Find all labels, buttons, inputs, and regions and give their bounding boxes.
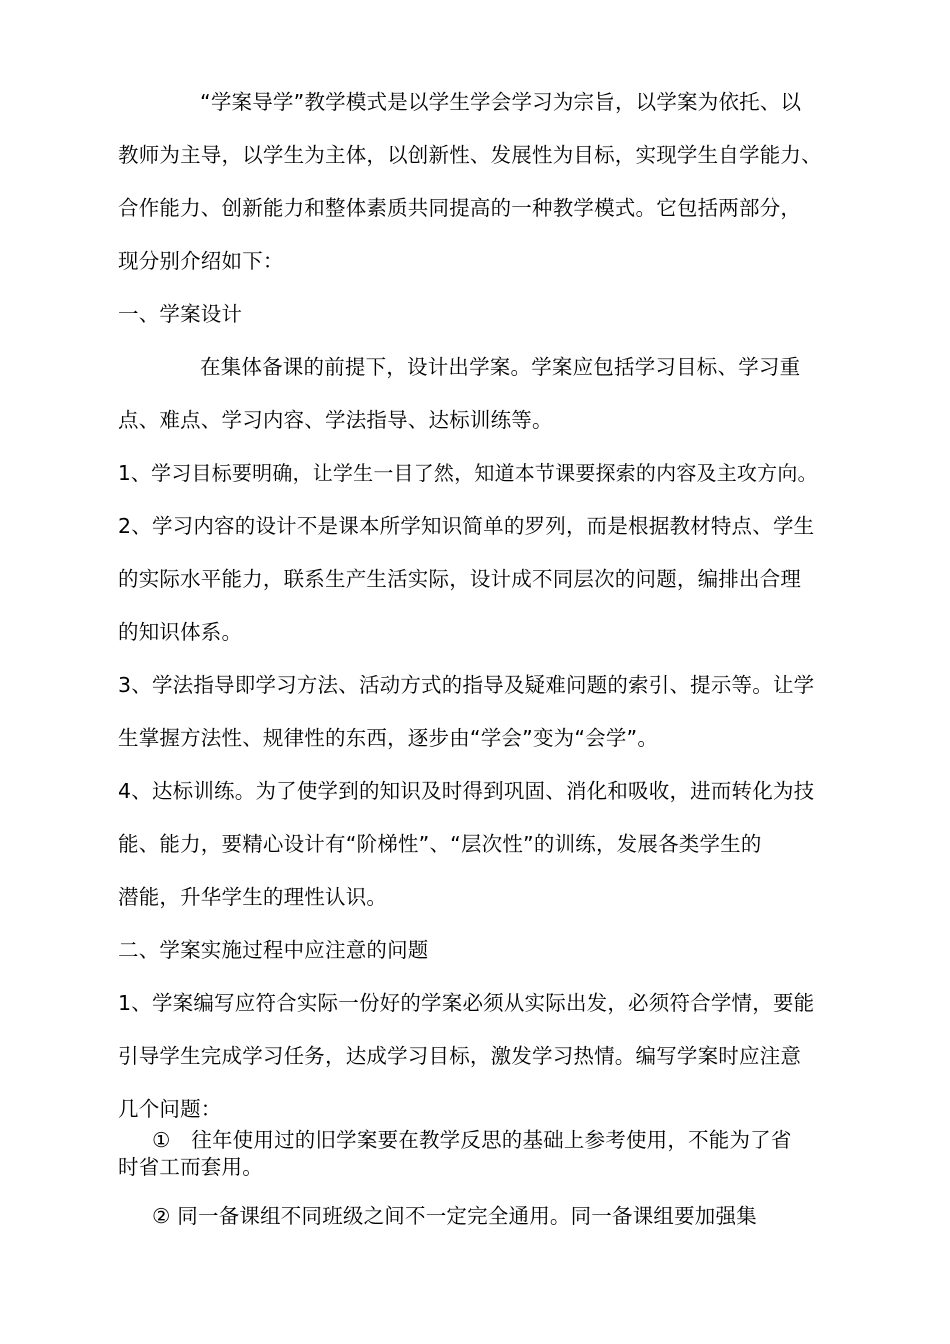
item4-line-2: 能、能力，要精心设计有“阶梯性”、“层次性”的训练，发展各类学生的 [118, 832, 762, 856]
item3-line-1: 3、学法指导即学习方法、活动方式的指导及疑难问题的索引、提示等。让学 [118, 673, 815, 697]
section-heading-1: 一、学案设计 [118, 302, 243, 326]
item2-line-3: 的知识体系。 [118, 620, 243, 644]
intro-line-4: 现分别介绍如下： [118, 249, 284, 273]
item1-line-1: 1、学习目标要明确，让学生一目了然，知道本节课要探索的内容及主攻方向。 [118, 461, 818, 485]
section-heading-2: 二、学案实施过程中应注意的问题 [118, 938, 429, 962]
item2-line-2: 的实际水平能力，联系生产生活实际，设计成不同层次的问题，编排出合理 [118, 567, 802, 591]
circled-item2-line-1: ② 同一备课组不同班级之间不一定完全通用。同一备课组要加强集 [152, 1204, 757, 1228]
intro-line-3: 合作能力、创新能力和整体素质共同提高的一种教学模式。它包括两部分， [118, 196, 802, 220]
intro-line-2: 教师为主导，以学生为主体，以创新性、发展性为目标，实现学生自学能力、 [118, 143, 822, 167]
section2-item1-line-3: 几个问题： [118, 1097, 222, 1121]
item3-line-2: 生掌握方法性、规律性的东西，逐步由“学会”变为“会学”。 [118, 726, 659, 750]
item4-line-3: 潜能，升华学生的理性认识。 [118, 885, 388, 909]
section2-item1-line-2: 引导学生完成学习任务，达成学习目标，激发学习热情。编写学案时应注意 [118, 1044, 802, 1068]
item2-line-1: 2、学习内容的设计不是课本所学知识简单的罗列，而是根据教材特点、学生 [118, 514, 815, 538]
circled-item1-line-1: ① 往年使用过的旧学案要在教学反思的基础上参考使用，不能为了省 [152, 1128, 792, 1152]
section2-item1-line-1: 1、学案编写应符合实际一份好的学案必须从实际出发，必须符合学情，要能 [118, 991, 815, 1015]
intro-line-1: “学案导学”教学模式是以学生学会学习为宗旨，以学案为依托、以 [200, 90, 802, 114]
circled-item1-line-2: 时省工而套用。 [118, 1155, 263, 1179]
section1-paragraph-line-2: 点、难点、学习内容、学法指导、达标训练等。 [118, 408, 553, 432]
item4-line-1: 4、达标训练。为了使学到的知识及时得到巩固、消化和吸收，进而转化为技 [118, 779, 815, 803]
section1-paragraph-line-1: 在集体备课的前提下，设计出学案。学案应包括学习目标、学习重 [200, 355, 801, 379]
